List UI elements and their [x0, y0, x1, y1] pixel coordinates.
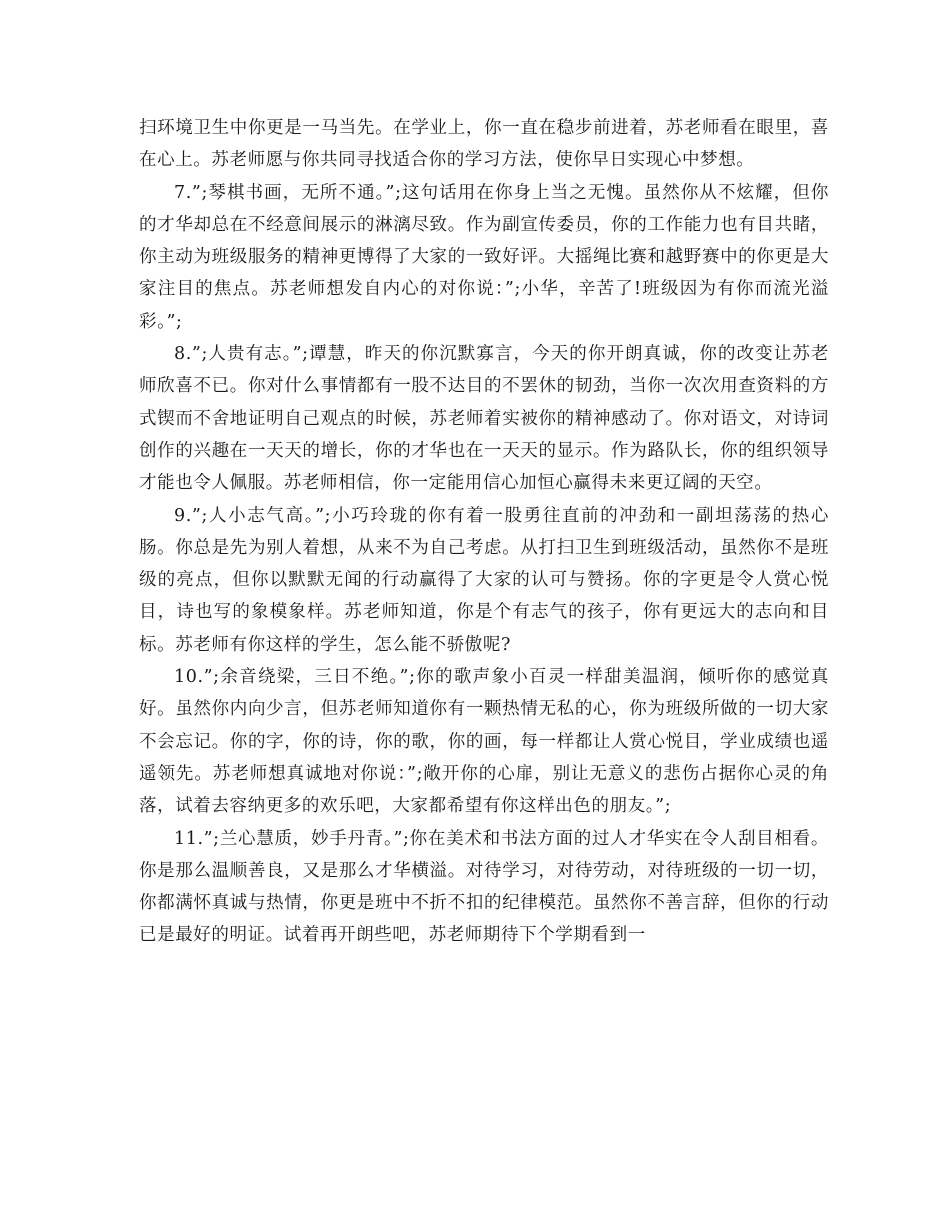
paragraph-continuation: 扫环境卫生中你更是一马当先。在学业上，你一直在稳步前进着，苏老师看在眼里，喜在心上。苏老师愿与你共同寻找适合你的学习方法，使你早日实现心中梦想。 [139, 118, 829, 171]
paragraph-item-9: 9.”;人小志气高。”;小巧玲珑的你有着一股勇往直前的冲劲和一副坦荡荡的热心肠。你总是先为别人着想，从来不为自己考虑。从打扫卫生到班级活动，虽然你不是班级的亮点，但你以默默无闻的行动赢得了大家的认可与赞扬。你的字更是令人赏心悦目，诗也写的象模象样。苏老师知道，你是个有志气的孩子，你有更远大的志向和目标。苏老师有你这样的学生，怎么能不骄傲呢? [139, 505, 829, 655]
paragraph-item-11: 11.”;兰心慧质，妙手丹青。”;你在美术和书法方面的过人才华实在令人刮目相看。你是那么温顺善良，又是那么才华横溢。对待学习，对待劳动，对待班级的一切一切，你都满怀真诚与热情，你更是班中不折不扣的纪律模范。虽然你不善言辞，但你的行动已是最好的明证。试着再开朗些吧，苏老师期待下个学期看到一 [139, 828, 829, 946]
paragraph-item-10: 10.”;余音绕梁，三日不绝。”;你的歌声象小百灵一样甜美温润，倾听你的感觉真好。虽然你内向少言，但苏老师知道你有一颗热情无私的心，你为班级所做的一切大家不会忘记。你的字，你的诗，你的歌，你的画，每一样都让人赏心悦目，学业成绩也遥遥领先。苏老师想真诚地对你说：”;敞开你的心扉，别让无意义的悲伤占据你心灵的角落，试着去容纳更多的欢乐吧，大家都希望有你这样出色的朋友。”; [139, 667, 829, 817]
document-body [139, 112, 829, 952]
paragraph-item-7: 7.”;琴棋书画，无所不通。”;这句话用在你身上当之无愧。虽然你从不炫耀，但你的才华却总在不经意间展示的淋漓尽致。作为副宣传委员，你的工作能力也有目共睹，你主动为班级服务的精神更博得了大家的一致好评。大摇绳比赛和越野赛中的你更是大家注目的焦点。苏老师想发自内心的对你说：”;小华，辛苦了!班级因为有你而流光溢彩。”; [139, 182, 829, 332]
paragraph-item-8: 8.”;人贵有志。”;谭慧，昨天的你沉默寡言，今天的你开朗真诚，你的改变让苏老师欣喜不已。你对什么事情都有一股不达目的不罢休的韧劲，当你一次次用查资料的方式锲而不舍地证明自己观点的时候，苏老师着实被你的精神感动了。你对语文，对诗词创作的兴趣在一天天的增长，你的才华也在一天天的显示。作为路队长，你的组织领导才能也令人佩服。苏老师相信，你一定能用信心加恒心赢得未来更辽阔的天空。 [139, 344, 829, 494]
